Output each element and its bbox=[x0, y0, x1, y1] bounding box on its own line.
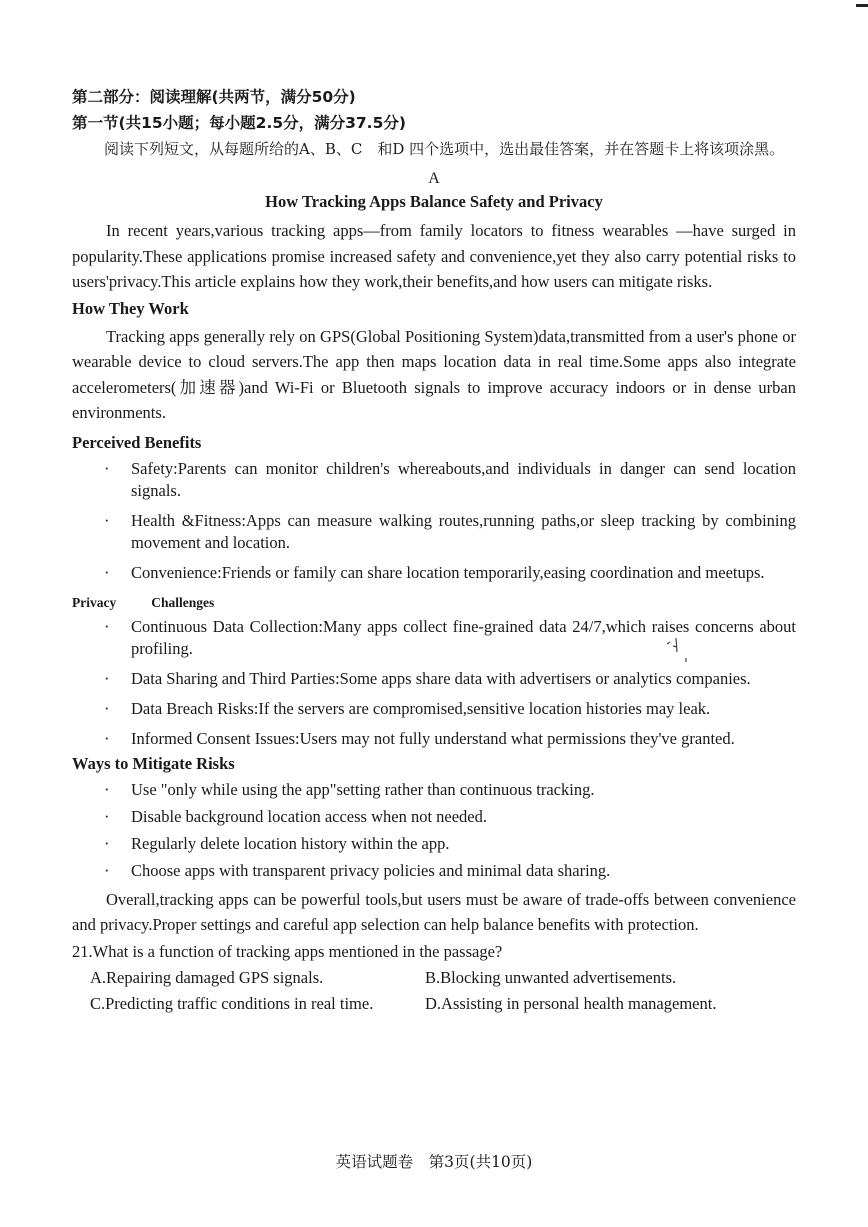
exam-page bbox=[72, 84, 796, 1018]
list-item bbox=[72, 833, 796, 855]
bullet-dot: · bbox=[104, 860, 110, 880]
privacy-text: Continuous Data Collection:Many apps collect fine-grained data 24/7,which raises concerns about profiling. bbox=[131, 616, 796, 658]
privacy-text: Informed Consent Issues:Users may not fully understand what permissions they've granted. bbox=[131, 728, 735, 748]
list-item bbox=[72, 458, 796, 502]
benefit-text: Health &Fitness:Apps can measure walking routes,running paths,or sleep tracking by combining movement and location. bbox=[131, 510, 796, 552]
benefits-heading: Perceived Benefits bbox=[72, 432, 202, 452]
list-item bbox=[72, 510, 796, 554]
benefit-text: Safety:Parents can monitor children's whereabouts,and individuals in danger can send location signals. bbox=[131, 458, 796, 500]
option-b: B.Blocking unwanted advertisements. bbox=[425, 967, 677, 987]
option-c: C.Predicting traffic conditions in real time. bbox=[90, 994, 374, 1013]
list-item bbox=[72, 860, 796, 882]
bullet-dot: · bbox=[104, 458, 110, 478]
mitigate-text: Use "only while using the app"setting rather than continuous tracking. bbox=[131, 779, 595, 799]
list-item bbox=[72, 668, 796, 690]
passage-label: A bbox=[428, 170, 440, 187]
list-item bbox=[72, 562, 796, 584]
benefits-list bbox=[72, 458, 796, 584]
bullet-dot: · bbox=[104, 562, 110, 582]
passage-title: How Tracking Apps Balance Safety and Privacy bbox=[265, 192, 603, 211]
question-options bbox=[90, 965, 796, 1018]
bullet-dot: · bbox=[104, 779, 110, 799]
option-a: A.Repairing damaged GPS signals. bbox=[90, 967, 324, 987]
page-footer: 英语试题卷 第3页(共10页) bbox=[335, 1153, 533, 1171]
list-item bbox=[72, 698, 796, 720]
subsection-heading: 第一节(共15小题；每小题2.5分，满分37.5分) bbox=[72, 114, 406, 132]
corner-scan-mark bbox=[856, 4, 868, 7]
mitigate-text: Regularly delete location history within the app. bbox=[131, 833, 450, 853]
privacy-heading-right: Challenges bbox=[151, 594, 215, 610]
privacy-heading bbox=[72, 592, 796, 614]
mitigate-text: Choose apps with transparent privacy policies and minimal data sharing. bbox=[131, 860, 611, 880]
list-item bbox=[72, 728, 796, 750]
list-item bbox=[72, 806, 796, 828]
bullet-dot: · bbox=[104, 668, 110, 688]
bullet-dot: · bbox=[104, 510, 110, 530]
stray-pen-mark bbox=[664, 636, 688, 668]
benefit-text: Convenience:Friends or family can share location temporarily,easing coordination and meetups. bbox=[131, 562, 765, 582]
how-text: Tracking apps generally rely on GPS(Global Positioning System)data,transmitted from a user's phone or wearable device to cloud servers.The app then maps location data in real time.Some apps also integrate accelerometers(加速器)and Wi-Fi or Bluetooth signals to improve accuracy indoors or in dense urban environments. bbox=[72, 326, 796, 422]
mitigate-heading: Ways to Mitigate Risks bbox=[72, 753, 235, 773]
list-item bbox=[72, 779, 796, 801]
bullet-dot: · bbox=[104, 698, 110, 718]
privacy-heading-left: Privacy bbox=[72, 594, 117, 610]
bullet-dot: · bbox=[104, 616, 110, 636]
privacy-text: Data Breach Risks:If the servers are compromised,sensitive location histories may leak. bbox=[131, 698, 711, 718]
question-stem: 21.What is a function of tracking apps mentioned in the passage? bbox=[72, 941, 503, 961]
bullet-dot: · bbox=[104, 728, 110, 748]
instruction-text: 阅读下列短文，从每题所给的A、B、C 和D 四个选项中，选出最佳答案，并在答题卡上将该项涂黑。 bbox=[104, 140, 785, 158]
bullet-dot: · bbox=[104, 833, 110, 853]
mitigate-text: Disable background location access when not needed. bbox=[131, 806, 487, 826]
section-heading: 第二部分：阅读理解(共两节，满分50分) bbox=[72, 88, 356, 106]
conclusion-text: Overall,tracking apps can be powerful tools,but users must be aware of trade-offs between convenience and privacy.Proper settings and careful app selection can help balance benefits with protection. bbox=[72, 889, 796, 934]
how-heading: How They Work bbox=[72, 298, 189, 318]
privacy-text: Data Sharing and Third Parties:Some apps share data with advertisers or analytics companies. bbox=[131, 668, 751, 688]
option-d: D.Assisting in personal health management. bbox=[425, 994, 717, 1013]
bullet-dot: · bbox=[104, 806, 110, 826]
mitigate-list bbox=[72, 779, 796, 882]
passage-intro: In recent years,various tracking apps—from family locators to fitness wearables —have surged in popularity.These applications promise increased safety and convenience,yet they also carry potential risks to users'privacy.This article explains how they work,their benefits,and how users can mitigate risks. bbox=[72, 221, 796, 291]
